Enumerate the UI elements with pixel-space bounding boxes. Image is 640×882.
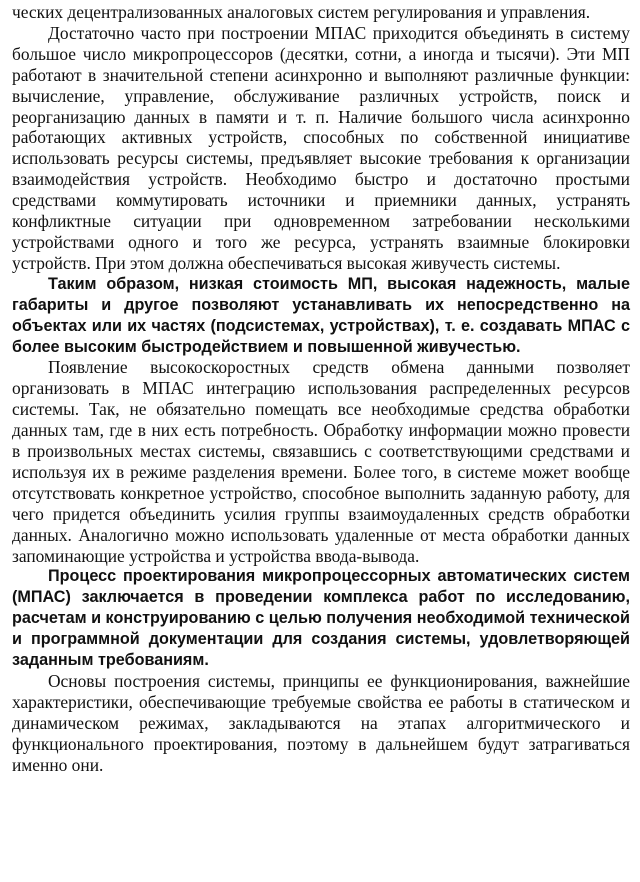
document-page [12,2,630,776]
paragraph-continuation: ческих децентрализованных аналоговых систем регулирования и управления. [12,2,591,22]
paragraph-data-exchange: Появление высокоскоростных средств обмена данными позволяет организовать в МПАС интеграцию использования распределенных ресурсов системы. Так, не обязательно помещать все необходимые средства обработки данных там, где в них есть потребность. Обработку информации можно провести в произвольных местах системы, связавшись с соответствующими средствами и используя их в режиме разделения времени. Более того, в системе может вообще отсутствовать конкретное устройство, способное выполнить заданную работу, для чего придется объединить усилия группы взаимоудаленных средств обработки данных. Аналогично можно использовать удаленные от места обработки данных запоминающие устройства и устройства ввода-вывода. [12,357,630,566]
paragraph-bold-conclusion: Таким образом, низкая стоимость МП, высокая надежность, малые габариты и другое позволяют устанавливать их непосредственно на объектах или их частях (подсистемах, устройствах), т. е. создавать МПАС с более высоким быстродействием и повышенной живучестью. [12,274,630,356]
paragraph-design-foundations: Основы построения системы, принципы ее функционирования, важнейшие характеристики, обеспечивающие требуемые свойства ее работы в статическом и динамическом режимах, закладываются на этапах алгоритмического и функционального проектирования, поэтому в дальнейшем будут затрагиваться именно они. [12,671,630,775]
paragraph-mpas-integration: Достаточно часто при построении МПАС приходится объединять в систему большое число микропроцессоров (десятки, сотни, а иногда и тысячи). Эти МП работают в значительной степени асинхронно и выполняют различные функции: вычисление, управление, обслуживание различных устройств, поиск и реорганизацию данных в памяти и т. п. Наличие большого числа асинхронно работающих активных устройств, способных по собственной инициативе использовать ресурсы системы, предъявляет высокие требования к организации взаимодействия устройств. Необходимо быстро и достаточно простыми средствами коммутировать источники и приемники данных, устранять конфликтные ситуации при одновременном затребовании несколькими устройствами одного и того же ресурса, устранять взаимные блокировки устройств. При этом должна обеспечиваться высокая живучесть системы. [12,22,630,273]
paragraph-bold-design-process: Процесс проектирования микропроцессорных автоматических систем (МПАС) заключается в проведении комплекса работ по исследованию, расчетам и конструированию с целью получения необходимой технической и программной документации для создания системы, удовлетворяющей заданным требованиям. [12,567,630,670]
